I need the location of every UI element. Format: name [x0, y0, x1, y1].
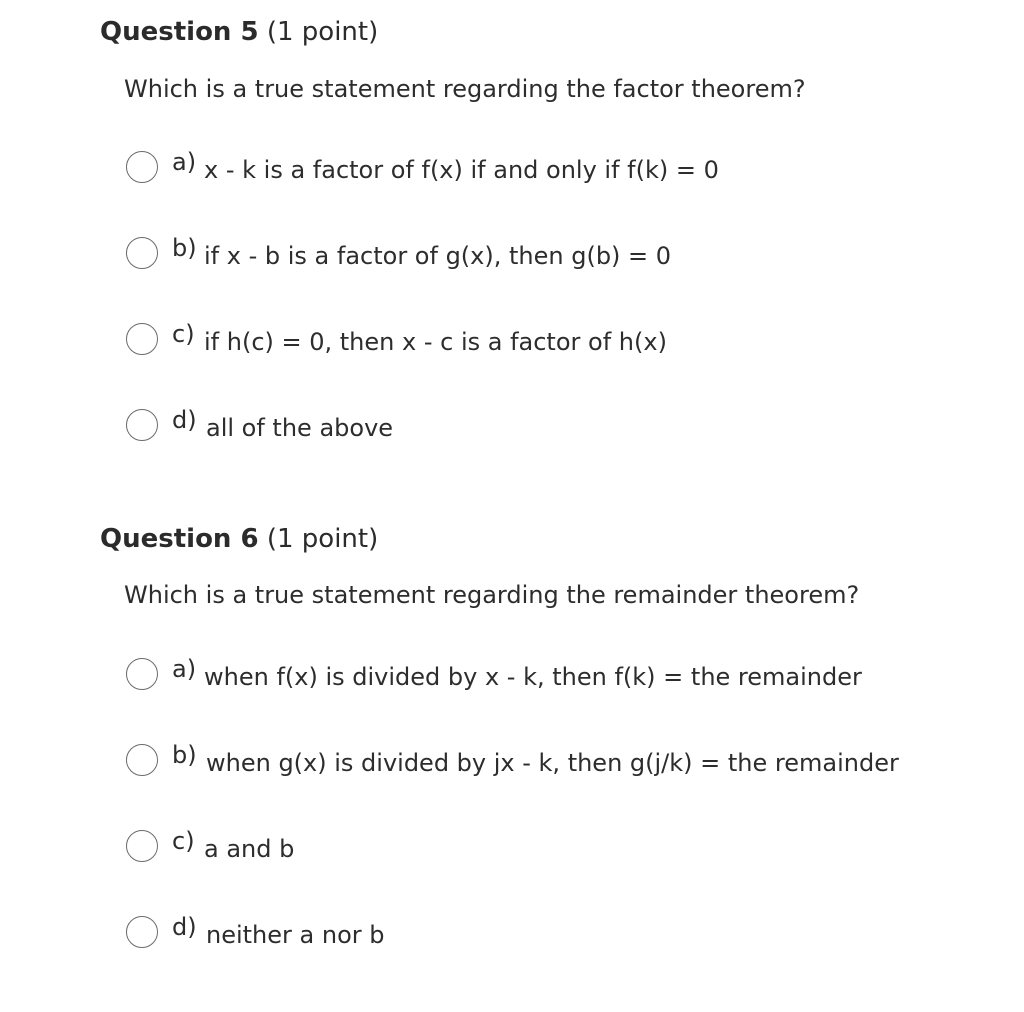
- option-letter: d): [172, 913, 197, 941]
- answer-option-c[interactable]: [126, 826, 926, 866]
- answer-option-c[interactable]: [126, 319, 926, 359]
- question-title: Question 6: [100, 524, 259, 554]
- option-letter: a): [172, 655, 197, 683]
- question-heading: [100, 524, 378, 554]
- question-title: Question 5: [100, 17, 259, 47]
- option-text: neither a nor b: [206, 921, 385, 949]
- option-letter: b): [172, 741, 197, 769]
- answer-option-b[interactable]: [126, 233, 926, 273]
- option-text: a and b: [204, 835, 295, 863]
- answer-option-d[interactable]: [126, 405, 926, 445]
- option-letter: c): [172, 320, 195, 348]
- option-letter: a): [172, 148, 197, 176]
- option-text: if x - b is a factor of g(x), then g(b) = 0: [204, 242, 672, 270]
- option-letter: b): [172, 234, 197, 262]
- radio-button[interactable]: [126, 409, 158, 441]
- answer-option-a[interactable]: [126, 654, 926, 694]
- answer-option-d[interactable]: [126, 912, 926, 952]
- question-heading: [100, 17, 378, 47]
- question-prompt: Which is a true statement regarding the remainder theorem?: [124, 581, 860, 609]
- question-points: (1 point): [266, 524, 379, 554]
- radio-button[interactable]: [126, 237, 158, 269]
- option-text: x - k is a factor of f(x) if and only if f(k) = 0: [204, 156, 719, 184]
- answer-option-a[interactable]: [126, 147, 926, 187]
- question-prompt: Which is a true statement regarding the factor theorem?: [124, 75, 806, 103]
- radio-button[interactable]: [126, 323, 158, 355]
- option-text: if h(c) = 0, then x - c is a factor of h(x): [204, 328, 667, 356]
- radio-button[interactable]: [126, 830, 158, 862]
- option-text: all of the above: [206, 414, 394, 442]
- option-letter: c): [172, 827, 195, 855]
- radio-button[interactable]: [126, 916, 158, 948]
- radio-button[interactable]: [126, 658, 158, 690]
- option-text: when f(x) is divided by x - k, then f(k) = the remainder: [204, 663, 862, 691]
- radio-button[interactable]: [126, 744, 158, 776]
- option-text: when g(x) is divided by jx - k, then g(j/k) = the remainder: [206, 749, 899, 777]
- question-points: (1 point): [266, 17, 379, 47]
- answer-option-b[interactable]: [126, 740, 926, 780]
- radio-button[interactable]: [126, 151, 158, 183]
- option-letter: d): [172, 406, 197, 434]
